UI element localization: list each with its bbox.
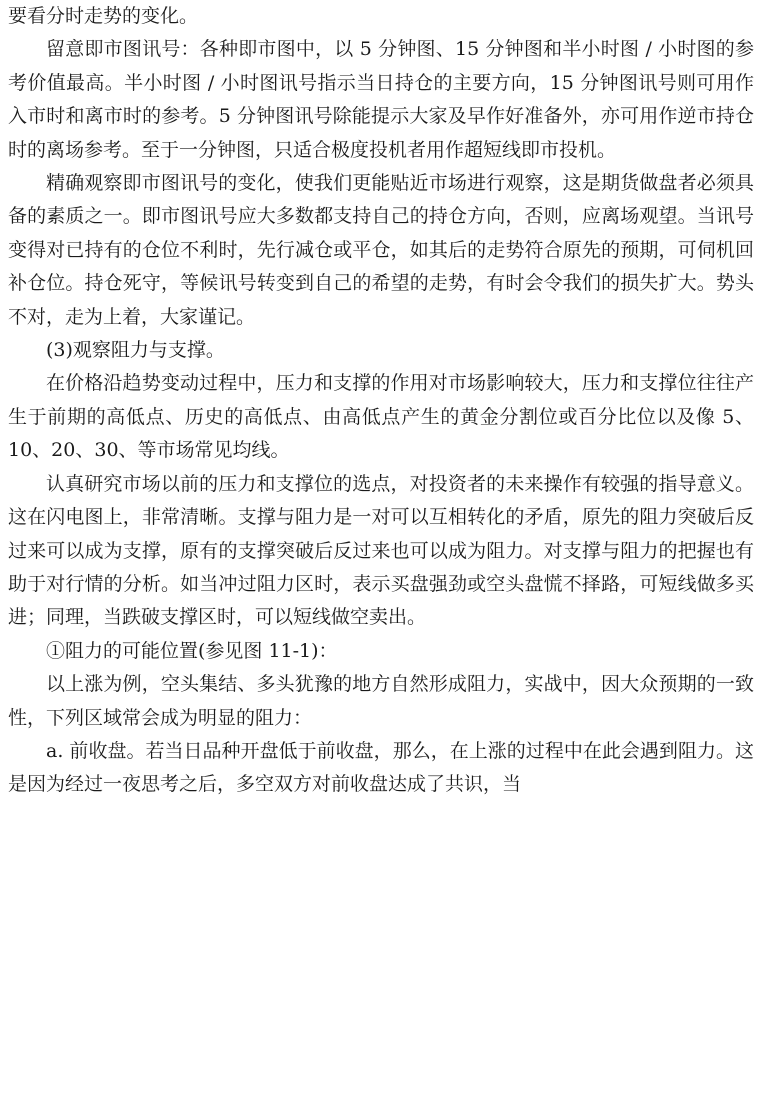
paragraph-signal-observation: 精确观察即市图讯号的变化，使我们更能贴近市场进行观察，这是期货做盘者必须具备的素质之一。即市图讯号应大多数都支持自己的持仓方向，否则，应离场观望。当讯号变得对已持有的仓位不利时，先行减仓或平仓，如其后的走势符合原先的预期，可伺机回补仓位。持仓死守，等候讯号转变到自己的希望的走势，有时会令我们的损失扩大。势头不对，走为上着，大家谨记。 xyxy=(8,172,754,328)
paragraph-previous-close: a. 前收盘。若当日品种开盘低于前收盘，那么，在上涨的过程中在此会遇到阻力。这是因为经过一夜思考之后，多空双方对前收盘达成了共识，当 xyxy=(8,739,754,796)
subheading-resistance-positions: ①阻力的可能位置(参见图 11-1)： xyxy=(46,639,338,662)
paragraph-study-levels: 认真研究市场以前的压力和支撑位的选点，对投资者的未来操作有较强的指导意义。这在闪电图上，非常清晰。支撑与阻力是一对可以互相转化的矛盾，原先的阻力突破后反过来可以成为支撑，原有的支撑突破后反过来也可以成为阻力。对支撑与阻力的把握也有助于对行情的分析。如当冲过阻力区时，表示买盘强劲或空头盘慌不择路，可短线做多买进；同理，当跌破支撑区时，可以短线做空卖出。 xyxy=(8,472,754,629)
paragraph-pressure-support: 在价格沿趋势变动过程中，压力和支撑的作用对市场影响较大，压力和支撑位往往产生于前期的高低点、历史的高低点、由高低点产生的黄金分割位或百分比位以及像 5、10、20、30、等市场常见均线。 xyxy=(8,372,754,462)
paragraph-rising-example: 以上涨为例，空头集结、多头犹豫的地方自然形成阻力，实战中，因大众预期的一致性，下列区域常会成为明显的阻力： xyxy=(8,673,754,729)
paragraph-continuation: 要看分时走势的变化。 xyxy=(8,5,199,27)
section-heading-resistance-support: (3)观察阻力与支撑。 xyxy=(46,339,225,362)
document-page xyxy=(8,0,754,802)
paragraph-intraday-signals: 留意即市图讯号：各种即市图中，以 5 分钟图、15 分钟图和半小时图 / 小时图的参考价值最高。半小时图 / 小时图讯号指示当日持仓的主要方向，15 分钟图讯号则可用作入市时和离市时的参考。5 分钟图讯号除能提示大家及早作好准备外，亦可用作逆市持仓时的离场参考。至于一分钟图，只适合极度投机者用作超短线即市投机。 xyxy=(8,38,754,161)
